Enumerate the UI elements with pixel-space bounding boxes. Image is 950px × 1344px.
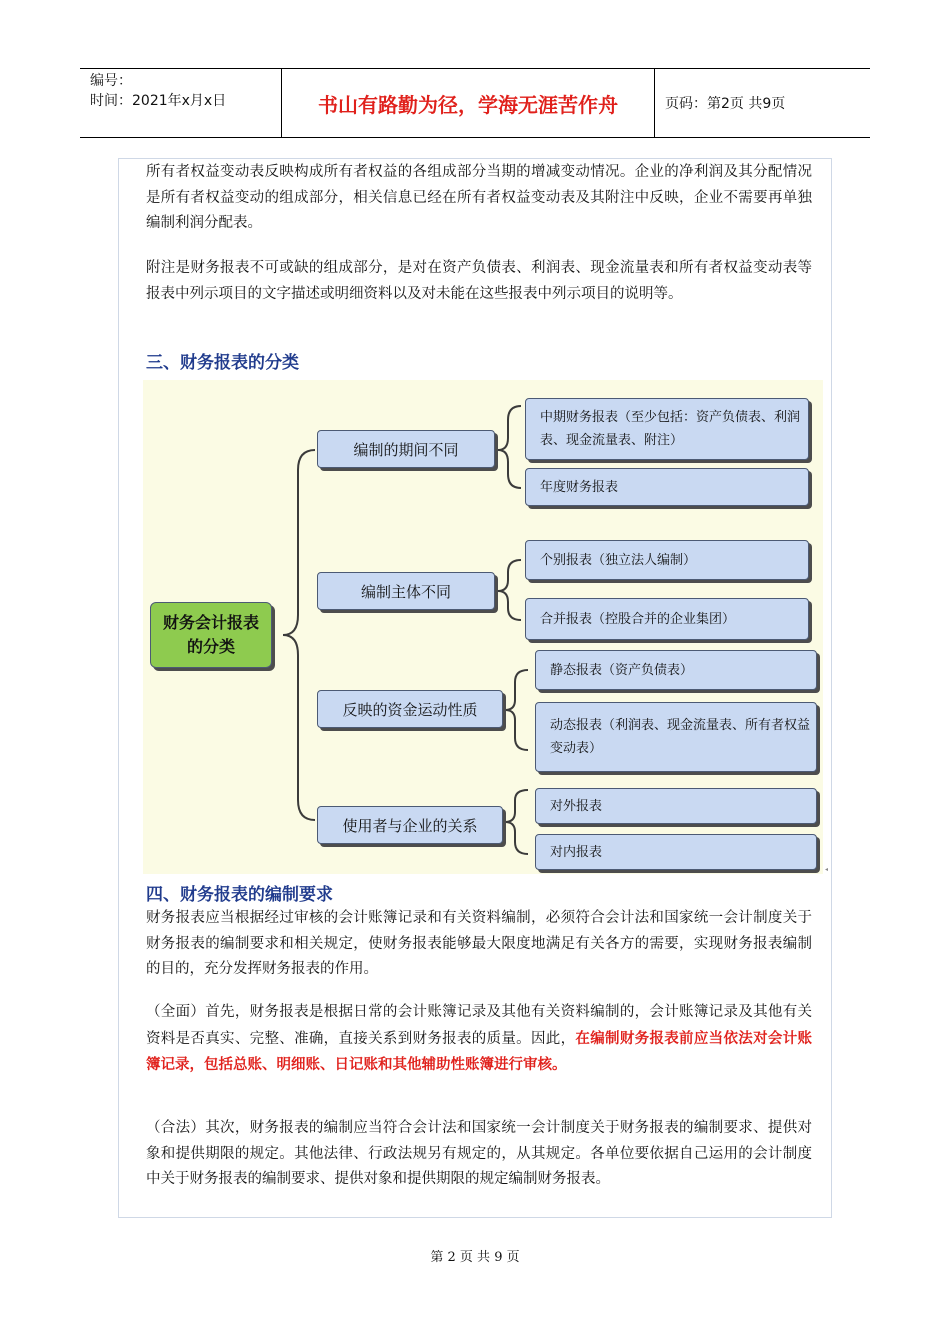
paragraph-comprehensive [146, 1000, 812, 1079]
classification-diagram [143, 380, 823, 874]
leaf-dynamic-report: 动态报表（利润表、现金流量表、所有者权益变动表） [535, 702, 817, 772]
diagram-root-node: 财务会计报表的分类 [150, 602, 272, 668]
leaf-external-report: 对外报表 [535, 788, 817, 824]
leaf-static-report: 静态报表（资产负债表） [535, 650, 817, 690]
paragraph-comprehensive-highlight: 在编制财务报表前应当依法对会计账簿记录，包括总账、明细账、日记账和其他辅助性账簿进行审核。 [146, 1029, 813, 1073]
page-header [80, 68, 870, 138]
brace-branch-4 [505, 790, 528, 854]
leaf-individual-report: 个别报表（独立法人编制） [525, 540, 809, 580]
leaf-consolidated-report: 合并报表（控股合并的企业集团） [525, 598, 809, 640]
paragraph-requirements-intro: 财务报表应当根据经过审核的会计账簿记录和有关资料编制，必须符合会计法和国家统一会计制度关于财务报表的编制要求和相关规定，使财务报表能够最大限度地满足有关各方的需要，实现财务报表编制的目的，充分发挥财务报表的作用。 [146, 910, 812, 977]
main-brace [283, 450, 315, 820]
brace-branch-2 [498, 560, 521, 620]
brace-branch-3 [505, 670, 528, 750]
leaf-internal-report: 对内报表 [535, 834, 817, 870]
leaf-annual-report: 年度财务报表 [525, 468, 809, 506]
branch-period-node: 编制的期间不同 [317, 430, 495, 468]
paragraph-legal: （合法）其次，财务报表的编制应当符合会计法和国家统一会计制度关于财务报表的编制要求、提供对象和提供期限的规定。其他法律、行政法规另有规定的，从其规定。各单位要依据自己运用的会计制度中关于财务报表的编制要求、提供对象和提供期限的规定编制财务报表。 [146, 1120, 812, 1187]
heading-classification: 三、财务报表的分类 [146, 353, 299, 373]
diagram-anchor-mark: ◂ [825, 866, 829, 873]
heading-requirements: 四、财务报表的编制要求 [146, 885, 333, 905]
paragraph-equity-changes: 所有者权益变动表反映构成所有者权益的各组成部分当期的增减变动情况。企业的净利润及其分配情况是所有者权益变动的组成部分，相关信息已经在所有者权益变动表及其附注中反映，企业不需要再单独编制利润分配表。 [146, 164, 812, 231]
time-label: 时间：2021年x月x日 [90, 93, 227, 109]
leaf-interim-report: 中期财务报表（至少包括：资产负债表、利润表、现金流量表、附注） [525, 398, 809, 460]
paragraph-comprehensive-normal: （全面）首先，财务报表是根据日常的会计账簿记录及其他有关资料编制的，会计账簿记录及其他有关资料是否真实、完整、准确，直接关系到财务报表的质量。因此， [146, 1004, 812, 1047]
page-footer: 第 2 页 共 9 页 [430, 1250, 520, 1265]
header-meta [80, 69, 282, 137]
header-motto: 书山有路勤为径，学海无涯苦作舟 [282, 69, 655, 137]
branch-entity-node: 编制主体不同 [317, 572, 495, 610]
branch-nature-node: 反映的资金运动性质 [317, 690, 503, 728]
brace-branch-1 [498, 406, 521, 488]
paragraph-notes: 附注是财务报表不可或缺的组成部分，是对在资产负债表、利润表、现金流量表和所有者权益变动表等报表中列示项目的文字描述或明细资料以及对未能在这些报表中列示项目的说明等。 [146, 260, 812, 302]
header-page-info: 页码：第2页 共9页 [665, 96, 786, 112]
code-label: 编号： [90, 73, 132, 89]
branch-user-node: 使用者与企业的关系 [317, 806, 503, 844]
